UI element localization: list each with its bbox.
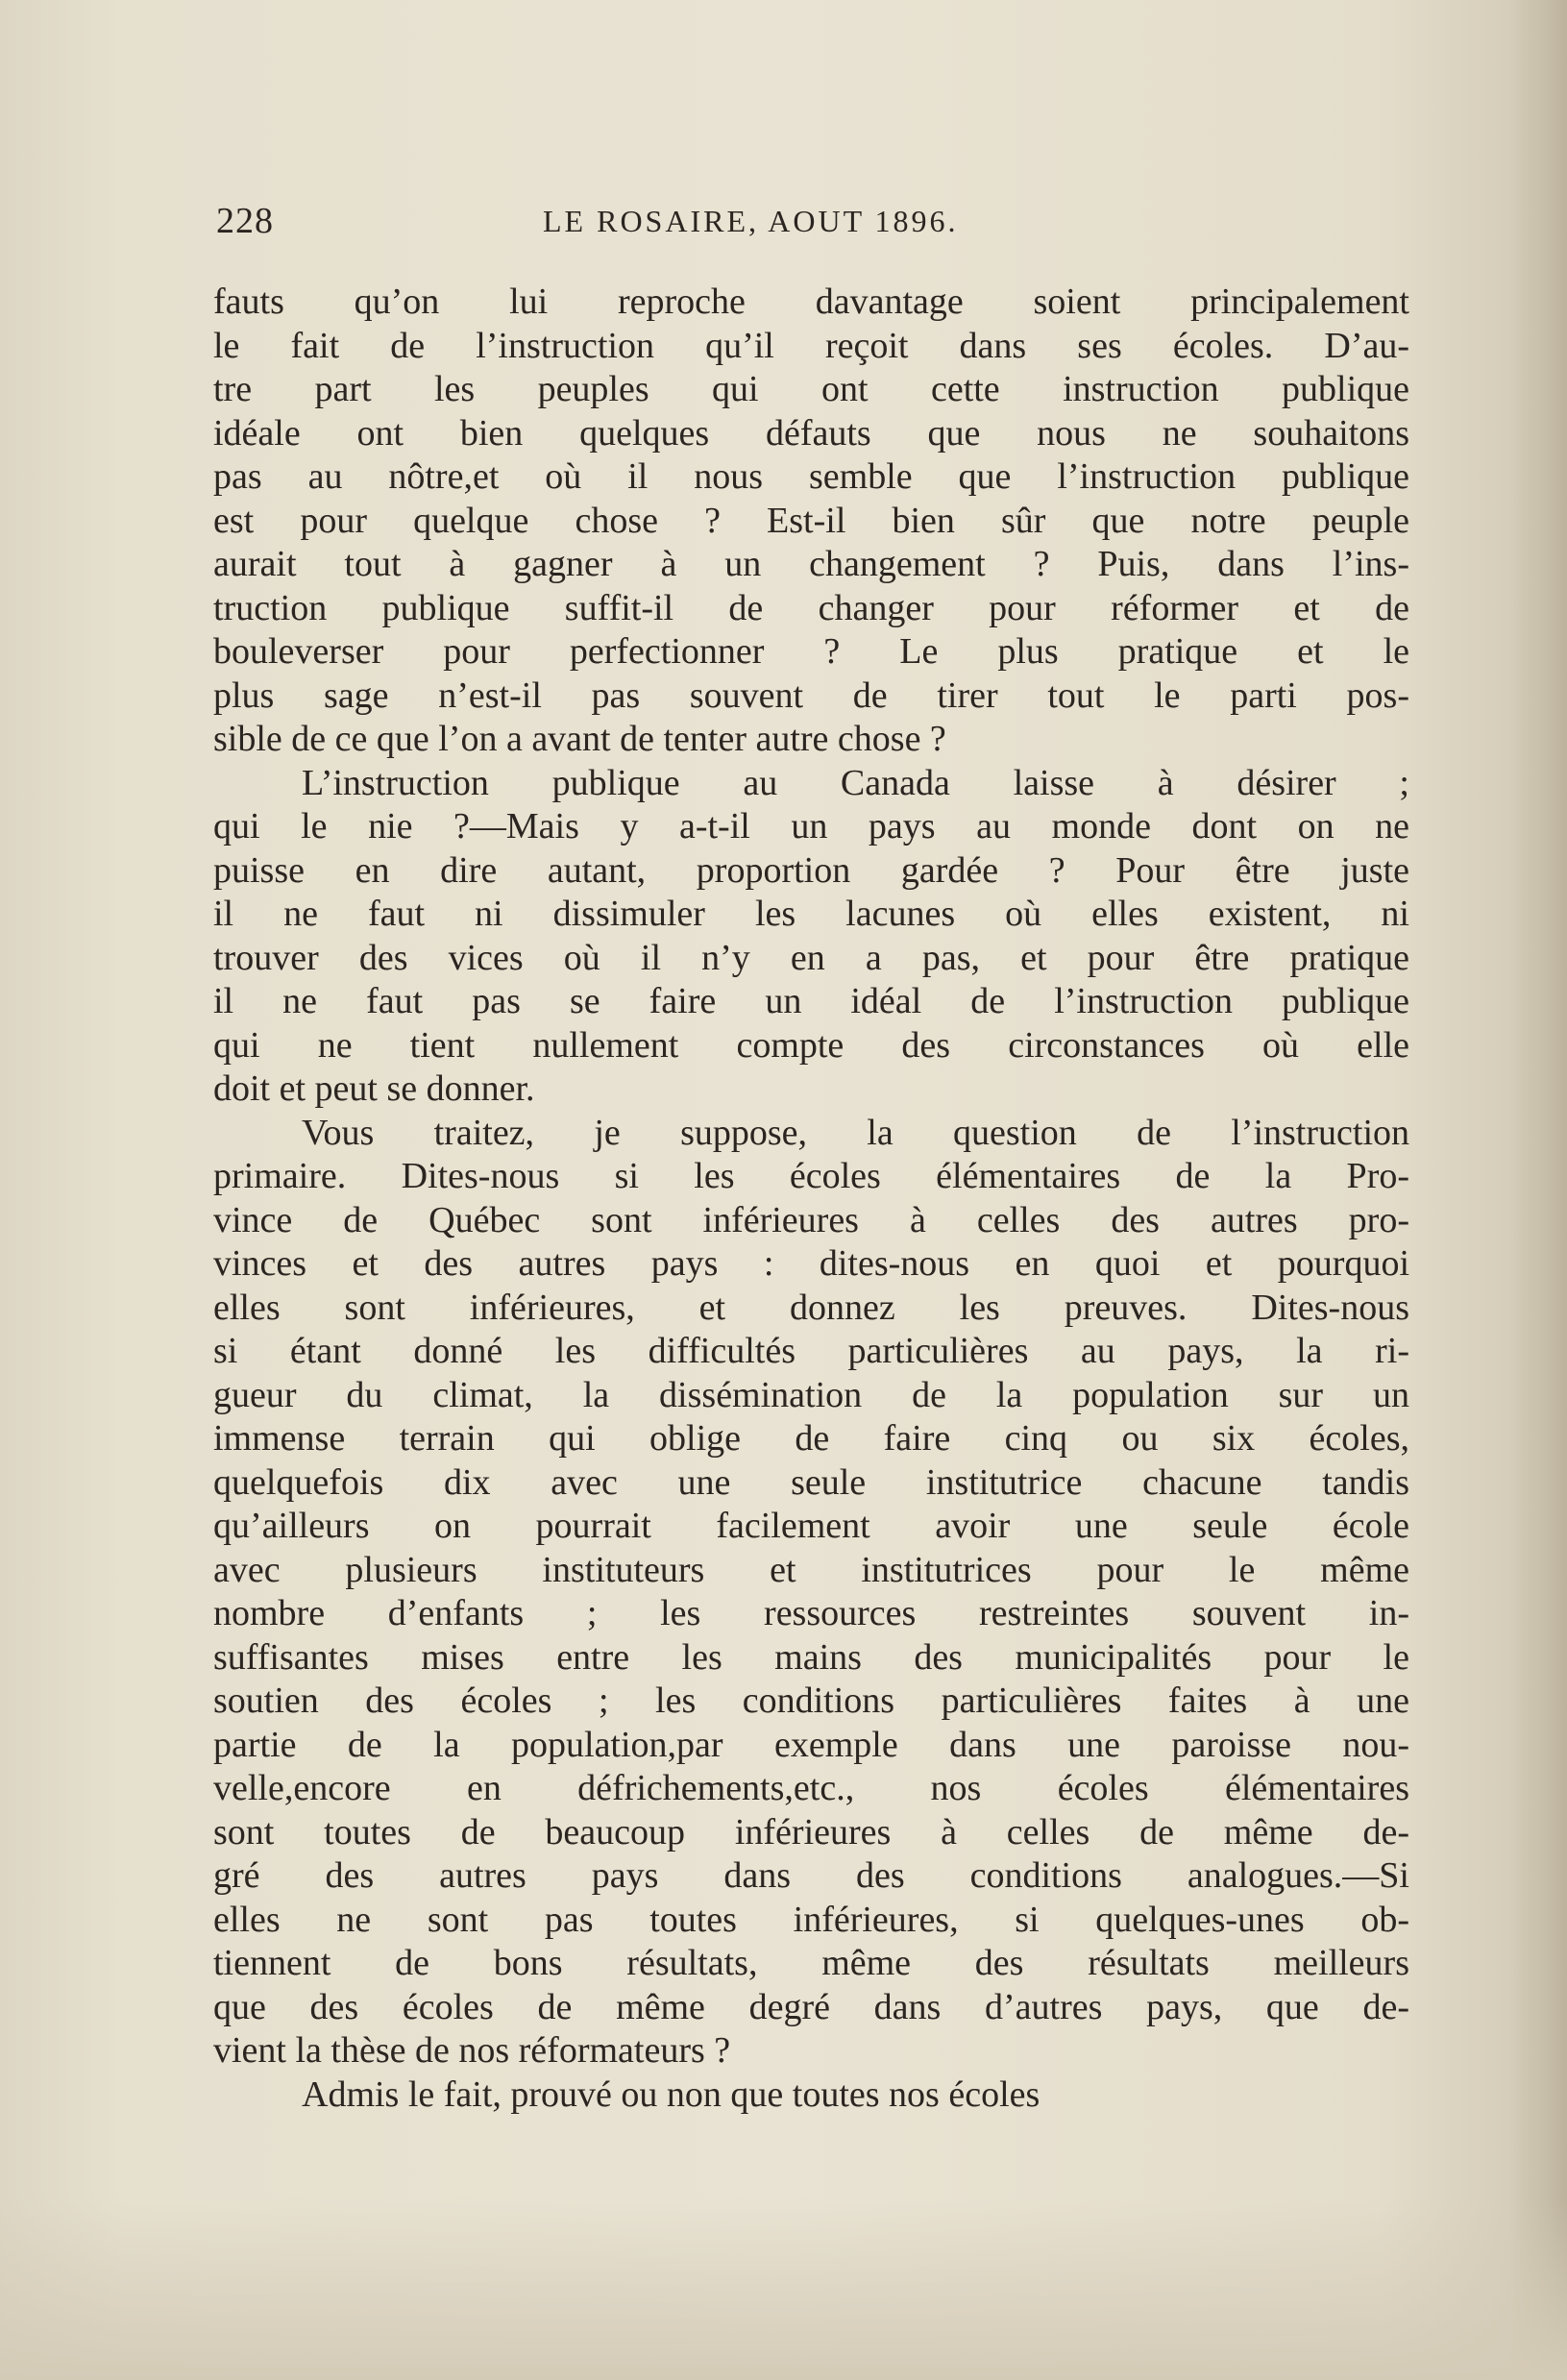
text-line: tre part les peuples qui ont cette instruction publique [213, 369, 1409, 409]
text-line: le fait de l’instruction qu’il reçoit dans ses écoles. D’au- [213, 325, 1409, 366]
text-line: truction publique suffit-il de changer pour réformer et de [213, 587, 1409, 628]
paragraph-start-line: Vous traitez, je suppose, la question de l’instruction [302, 1112, 1409, 1153]
text-line: tiennent de bons résultats, même des résultats meilleurs [213, 1943, 1409, 1983]
text-line: qui ne tient nullement compte des circonstances où elle [213, 1024, 1409, 1066]
text-line: vient la thèse de nos réformateurs ? [213, 2030, 731, 2071]
paragraph-start-line: Admis le fait, prouvé ou non que toutes nos écoles [302, 2073, 1041, 2115]
text-line: il ne faut pas se faire un idéal de l’instruction publique [213, 981, 1409, 1021]
text-line: qu’ailleurs on pourrait facilement avoir une seule école [213, 1506, 1409, 1546]
text-line: elles ne sont pas toutes inférieures, si quelques-unes ob- [213, 1899, 1409, 1940]
page-number: 228 [216, 201, 274, 241]
text-line: trouver des vices où il n’y en a pas, et pour être pratique [213, 937, 1409, 978]
text-line: doit et peut se donner. [213, 1068, 535, 1109]
text-line: avec plusieurs instituteurs et institutrices pour le même [213, 1549, 1409, 1590]
text-line: partie de la population,par exemple dans une paroisse nou- [213, 1724, 1409, 1765]
text-line: elles sont inférieures, et donnez les preuves. Dites-nous [213, 1287, 1409, 1328]
running-title: LE ROSAIRE, AOUT 1896. [543, 204, 959, 238]
text-line: sible de ce que l’on a avant de tenter autre chose ? [213, 719, 946, 759]
text-line: suffisantes mises entre les mains des municipalités pour le [213, 1636, 1409, 1678]
text-line: vince de Québec sont inférieures à celles des autres pro- [213, 1199, 1409, 1240]
body-text [213, 281, 1409, 2117]
text-line: si étant donné les difficultés particulières au pays, la ri- [213, 1331, 1409, 1371]
text-line: gré des autres pays dans des conditions analogues.—Si [213, 1855, 1409, 1896]
text-line: qui le nie ?—Mais y a-t-il un pays au monde dont on ne [213, 806, 1409, 846]
running-head [216, 200, 1398, 258]
text-line: bouleverser pour perfectionner ? Le plus pratique et le [213, 631, 1409, 672]
text-line: immense terrain qui oblige de faire cinq ou six écoles, [213, 1418, 1409, 1459]
text-line: sont toutes de beaucoup inférieures à celles de même de- [213, 1811, 1409, 1852]
text-line: quelquefois dix avec une seule institutrice chacune tandis [213, 1461, 1409, 1503]
text-line: plus sage n’est-il pas souvent de tirer tout le parti pos- [213, 675, 1409, 716]
page-bottom-margin [0, 2197, 1567, 2380]
text-line: puisse en dire autant, proportion gardée ? Pour être juste [213, 849, 1409, 891]
text-line: aurait tout à gagner à un changement ? Puis, dans l’ins- [213, 544, 1409, 584]
page-gutter-shadow [1509, 0, 1567, 2380]
text-line: il ne faut ni dissimuler les lacunes où elles existent, ni [213, 894, 1409, 934]
text-line: fauts qu’on lui reproche davantage soient principalement [213, 282, 1409, 322]
text-line: nombre d’enfants ; les ressources restreintes souvent in- [213, 1593, 1409, 1633]
text-line: gueur du climat, la dissémination de la population sur un [213, 1374, 1409, 1415]
text-line: soutien des écoles ; les conditions particulières faites à une [213, 1681, 1409, 1721]
text-line: pas au nôtre,et où il nous semble que l’instruction publique [213, 456, 1409, 497]
text-line: que des écoles de même degré dans d’autres pays, que de- [213, 1986, 1409, 2027]
text-line: vinces et des autres pays : dites-nous en quoi et pourquoi [213, 1243, 1409, 1284]
text-line: primaire. Dites-nous si les écoles élémentaires de la Pro- [213, 1156, 1409, 1196]
paragraph-start-line: L’instruction publique au Canada laisse à désirer ; [302, 762, 1409, 803]
text-line: idéale ont bien quelques défauts que nous ne souhaitons [213, 412, 1409, 454]
text-line: velle,encore en défrichements,etc., nos écoles élémentaires [213, 1768, 1409, 1808]
text-line: est pour quelque chose ? Est-il bien sûr que notre peuple [213, 500, 1409, 541]
